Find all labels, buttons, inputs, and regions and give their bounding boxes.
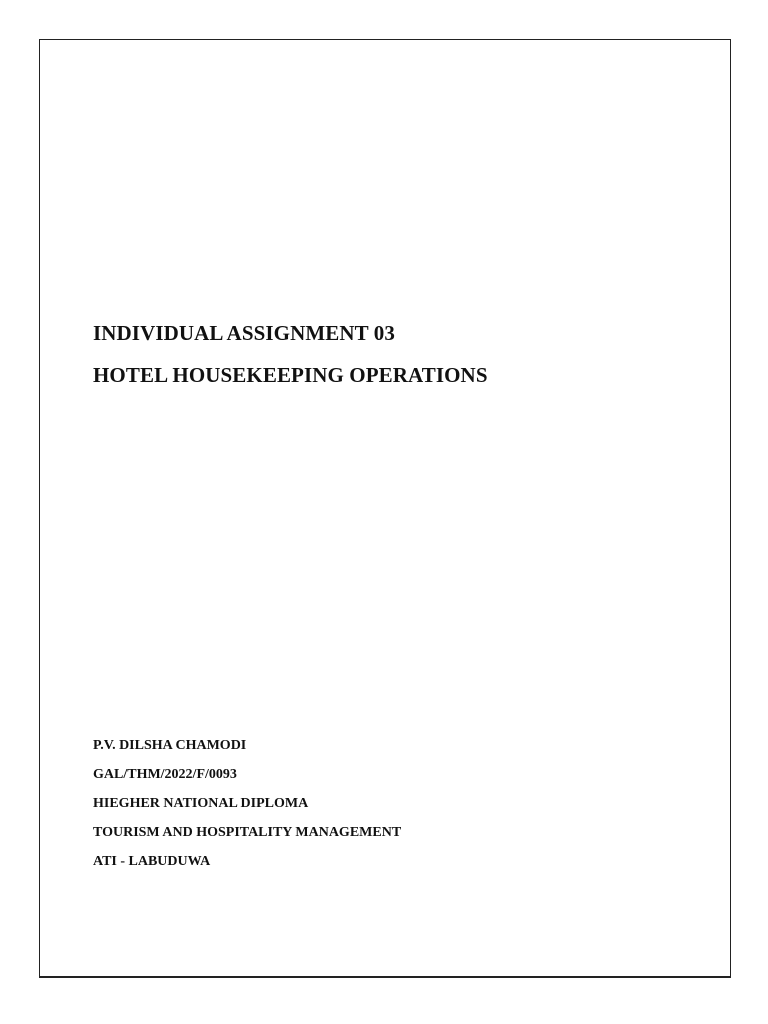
institute-name: ATI - LABUDUWA [93,854,211,869]
program-name: HIEGHER NATIONAL DIPLOMA [93,796,309,811]
student-info-block [93,736,401,881]
title-block [93,319,488,403]
student-name: P.V. DILSHA CHAMODI [93,738,247,753]
assignment-title: INDIVIDUAL ASSIGNMENT 03 [93,321,395,345]
field-of-study: TOURISM AND HOSPITALITY MANAGEMENT [93,825,402,840]
student-id: GAL/THM/2022/F/0093 [93,767,237,782]
module-title: HOTEL HOUSEKEEPING OPERATIONS [93,363,488,387]
